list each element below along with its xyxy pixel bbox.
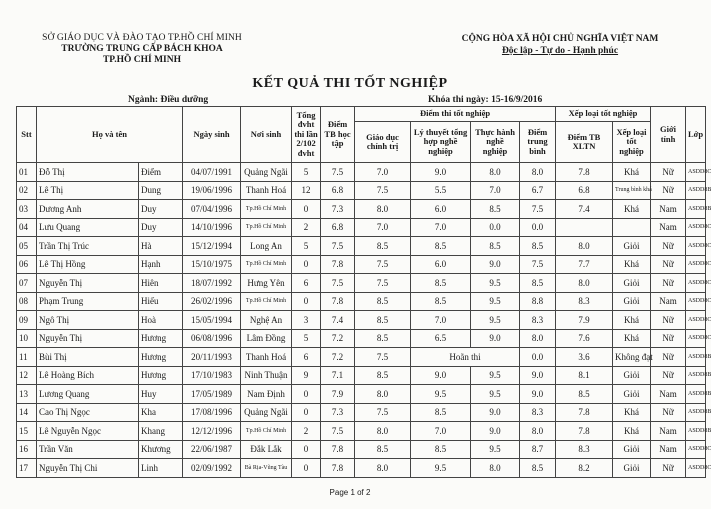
cell-rank: Giỏi [613, 274, 651, 293]
cell-sex: Nữ [651, 274, 686, 293]
col-tb-xltn: Điểm TB XLTN [556, 122, 613, 163]
cell-ho: Dương Anh [37, 200, 139, 219]
table-row [17, 440, 706, 459]
cell-stt: 17 [17, 459, 37, 478]
cell-xltn: 8.0 [556, 274, 613, 293]
cell-pob: Đắk Lắk [241, 440, 292, 459]
cell-gdct: 8.0 [355, 422, 411, 441]
cell-pob: Tp.Hồ Chí Minh [241, 422, 292, 441]
cell-dob: 07/04/1996 [183, 200, 241, 219]
cell-units: 5 [292, 329, 321, 348]
cell-ten: Hương [139, 366, 183, 385]
cell-cls: ASDD8C [686, 292, 706, 311]
cell-xltn: 6.8 [556, 181, 613, 200]
cell-sex: Nam [651, 422, 686, 441]
cell-dtb: 0.0 [520, 348, 556, 367]
cell-dtb: 9.0 [520, 366, 556, 385]
cell-ho: Trần Thị Trúc [37, 237, 139, 256]
cell-rank: Khá [613, 200, 651, 219]
cell-ho: Trần Văn [37, 440, 139, 459]
cell-cls: ASDD8B [686, 422, 706, 441]
cell-pob: Tp.Hồ Chí Minh [241, 255, 292, 274]
cell-gdct: 8.5 [355, 311, 411, 330]
cell-xltn: 3.6 [556, 348, 613, 367]
cell-sex: Nam [651, 385, 686, 404]
cell-avg: 7.2 [321, 329, 355, 348]
cell-gdct: 8.0 [355, 459, 411, 478]
cell-ten: Khang [139, 422, 183, 441]
cell-lt: 8.5 [411, 237, 471, 256]
cell-units: 2 [292, 218, 321, 237]
cell-ten: Hà [139, 237, 183, 256]
cell-units: 9 [292, 366, 321, 385]
cell-cls: ASDD8B [686, 385, 706, 404]
cell-rank: Khá [613, 329, 651, 348]
cell-dtb: 8.0 [520, 163, 556, 182]
cell-dob: 17/05/1989 [183, 385, 241, 404]
cell-avg: 7.8 [321, 292, 355, 311]
cell-units: 5 [292, 163, 321, 182]
cell-ten: Kha [139, 403, 183, 422]
cell-dob: 15/12/1994 [183, 237, 241, 256]
cell-units: 6 [292, 348, 321, 367]
cell-cls: ASDD8B [686, 181, 706, 200]
cell-ten: Hạnh [139, 255, 183, 274]
cell-dtb: 8.5 [520, 459, 556, 478]
nation-motto: Độc lập - Tự do - Hạnh phúc [501, 46, 619, 56]
col-name: Họ và tên [37, 107, 183, 163]
cell-lt: Hoãn thi [411, 348, 520, 367]
cell-th: 8.0 [471, 459, 520, 478]
cell-xltn [556, 218, 613, 237]
cell-lt: 8.5 [411, 292, 471, 311]
department-name: SỞ GIÁO DỤC VÀ ĐÀO TẠO TP.HỒ CHÍ MINH [42, 33, 242, 43]
cell-sex: Nữ [651, 366, 686, 385]
cell-lt: 8.5 [411, 440, 471, 459]
cell-gdct: 7.5 [355, 274, 411, 293]
cell-ten: Duy [139, 200, 183, 219]
cell-avg: 7.8 [321, 440, 355, 459]
cell-dtb: 6.7 [520, 181, 556, 200]
col-pob: Nơi sinh [241, 107, 292, 163]
cell-gdct: 8.5 [355, 440, 411, 459]
cell-lt: 6.0 [411, 255, 471, 274]
cell-stt: 15 [17, 422, 37, 441]
col-units: Tổng đvht thi lần 2/102 đvht [292, 107, 321, 163]
cell-th: 0.0 [471, 218, 520, 237]
cell-dtb: 8.0 [520, 422, 556, 441]
cell-units: 0 [292, 459, 321, 478]
cell-pob: Nghệ An [241, 311, 292, 330]
cell-units: 5 [292, 237, 321, 256]
col-exam-avg: Điểm trung bình [520, 122, 556, 163]
cell-th: 9.0 [471, 255, 520, 274]
table-row [17, 348, 706, 367]
cell-xltn: 7.9 [556, 311, 613, 330]
cell-cls: ASDD8C [686, 218, 706, 237]
cell-th: 9.5 [471, 292, 520, 311]
cell-gdct: 7.5 [355, 348, 411, 367]
cell-units: 3 [292, 311, 321, 330]
cell-gdct: 7.5 [355, 181, 411, 200]
school-city: TP.HỒ CHÍ MINH [102, 55, 182, 65]
cell-lt: 5.5 [411, 181, 471, 200]
table-row [17, 329, 706, 348]
cell-rank: Khá [613, 403, 651, 422]
cell-pob: Quảng Ngãi [241, 403, 292, 422]
page-title: KẾT QUẢ THI TỐT NGHIỆP [252, 76, 448, 91]
cell-xltn: 7.8 [556, 163, 613, 182]
cell-th: 9.0 [471, 329, 520, 348]
cell-sex: Nữ [651, 237, 686, 256]
col-rank-group: Xếp loại tốt nghiệp [556, 107, 651, 122]
cell-rank: Khá [613, 422, 651, 441]
cell-avg: 7.5 [321, 163, 355, 182]
cell-avg: 7.4 [321, 311, 355, 330]
nation-name: CỘNG HÒA XÃ HỘI CHỦ NGHĨA VIỆT NAM [461, 34, 659, 44]
cell-ho: Lưu Quang [37, 218, 139, 237]
cell-ho: Lê Thị [37, 181, 139, 200]
major-label: Ngành: Điều dưỡng [128, 95, 209, 105]
cell-units: 6 [292, 274, 321, 293]
cell-ho: Lê Hoàng Bích [37, 366, 139, 385]
cell-xltn: 7.7 [556, 255, 613, 274]
cell-cls: ASDD8B [686, 366, 706, 385]
cell-lt: 8.5 [411, 403, 471, 422]
cell-units: 0 [292, 200, 321, 219]
table-row [17, 403, 706, 422]
cell-gdct: 7.0 [355, 163, 411, 182]
cell-th: 9.0 [471, 403, 520, 422]
cell-dob: 19/06/1996 [183, 181, 241, 200]
cell-cls: ASDD8C [686, 255, 706, 274]
cell-gdct: 8.5 [355, 292, 411, 311]
cell-ten: Hương [139, 329, 183, 348]
cell-xltn: 8.5 [556, 385, 613, 404]
col-gender: Giới tính [651, 107, 686, 163]
cell-lt: 9.5 [411, 385, 471, 404]
cell-sex: Nữ [651, 329, 686, 348]
cell-stt: 16 [17, 440, 37, 459]
cell-pob: Tp.Hồ Chí Minh [241, 200, 292, 219]
cell-dtb: 7.5 [520, 200, 556, 219]
cell-sex: Nữ [651, 181, 686, 200]
col-theory: Lý thuyết tổng hợp nghề nghiệp [411, 122, 471, 163]
cell-xltn: 7.8 [556, 422, 613, 441]
cell-stt: 09 [17, 311, 37, 330]
cell-ten: Hương [139, 348, 183, 367]
cell-gdct: 8.0 [355, 200, 411, 219]
cell-dtb: 9.0 [520, 385, 556, 404]
cell-units: 0 [292, 385, 321, 404]
cell-gdct: 8.5 [355, 237, 411, 256]
table-row [17, 385, 706, 404]
table-row [17, 163, 706, 182]
cell-dob: 14/10/1996 [183, 218, 241, 237]
cell-stt: 11 [17, 348, 37, 367]
results-table [16, 106, 711, 478]
cell-xltn: 7.4 [556, 200, 613, 219]
cell-dtb: 8.3 [520, 403, 556, 422]
cell-avg: 7.5 [321, 274, 355, 293]
cell-sex: Nam [651, 218, 686, 237]
cell-sex: Nữ [651, 163, 686, 182]
cell-ho: Lương Quang [37, 385, 139, 404]
cell-avg: 7.2 [321, 348, 355, 367]
cell-units: 2 [292, 422, 321, 441]
cell-lt: 9.5 [411, 459, 471, 478]
cell-units: 0 [292, 255, 321, 274]
col-rank: Xếp loại tốt nghiệp [613, 122, 651, 163]
cell-rank: Trung bình khá [613, 181, 651, 200]
cell-xltn: 8.3 [556, 440, 613, 459]
cell-th: 9.5 [471, 366, 520, 385]
cell-gdct: 8.5 [355, 366, 411, 385]
cell-th: 7.0 [471, 181, 520, 200]
cell-rank: Khá [613, 255, 651, 274]
cell-dtb: 8.5 [520, 274, 556, 293]
cell-lt: 9.0 [411, 163, 471, 182]
cell-dob: 20/11/1993 [183, 348, 241, 367]
cell-rank: Giỏi [613, 385, 651, 404]
cell-avg: 7.5 [321, 237, 355, 256]
cell-sex: Nam [651, 440, 686, 459]
cell-stt: 06 [17, 255, 37, 274]
cell-cls: ASDD8B [686, 200, 706, 219]
cell-units: 12 [292, 181, 321, 200]
cell-sex: Nữ [651, 255, 686, 274]
cell-dob: 17/10/1983 [183, 366, 241, 385]
cell-th: 9.5 [471, 274, 520, 293]
cell-avg: 6.8 [321, 181, 355, 200]
cell-stt: 10 [17, 329, 37, 348]
cell-lt: 6.0 [411, 200, 471, 219]
cell-ten: Hiên [139, 274, 183, 293]
cell-lt: 7.0 [411, 311, 471, 330]
cell-xltn: 7.8 [556, 403, 613, 422]
cell-rank: Giỏi [613, 237, 651, 256]
cell-rank: Giỏi [613, 366, 651, 385]
cell-sex: Nữ [651, 348, 686, 367]
col-avg: Điểm TB học tập [321, 107, 355, 163]
cell-dtb: 7.5 [520, 255, 556, 274]
cell-cls: ASDD8C [686, 311, 706, 330]
cell-pob: Thanh Hoá [241, 348, 292, 367]
cell-avg: 7.8 [321, 459, 355, 478]
cell-pob: Nam Định [241, 385, 292, 404]
cell-dtb: 8.5 [520, 237, 556, 256]
school-name: TRƯỜNG TRUNG CẤP BÁCH KHOA [61, 44, 223, 54]
cell-th: 8.5 [471, 200, 520, 219]
cell-dob: 22/06/1987 [183, 440, 241, 459]
cell-cls: ASDD8C [686, 163, 706, 182]
cell-stt: 01 [17, 163, 37, 182]
cell-stt: 07 [17, 274, 37, 293]
cell-ten: Điểm [139, 163, 183, 182]
table-row [17, 366, 706, 385]
cell-avg: 6.8 [321, 218, 355, 237]
cell-dtb: 8.3 [520, 311, 556, 330]
page-footer: Page 1 of 2 [329, 488, 371, 497]
cell-stt: 08 [17, 292, 37, 311]
col-politics: Giáo dục chính trị [355, 122, 411, 163]
cell-pob: Lâm Đồng [241, 329, 292, 348]
cell-stt: 14 [17, 403, 37, 422]
table-row [17, 237, 706, 256]
cell-sex: Nam [651, 292, 686, 311]
cell-pob: Ninh Thuận [241, 366, 292, 385]
cell-avg: 7.3 [321, 403, 355, 422]
cell-lt: 9.0 [411, 366, 471, 385]
cell-ten: Hiếu [139, 292, 183, 311]
table-row [17, 274, 706, 293]
cell-ho: Lê Thị Hồng [37, 255, 139, 274]
exam-date-label: Khóa thi ngày: 15-16/9/2016 [428, 95, 543, 105]
cell-stt: 02 [17, 181, 37, 200]
cell-ten: Linh [139, 459, 183, 478]
cell-stt: 05 [17, 237, 37, 256]
cell-cls: ASDD8C [686, 440, 706, 459]
cell-sex: Nữ [651, 403, 686, 422]
cell-ho: Lê Nguyễn Ngọc [37, 422, 139, 441]
cell-ten: Duy [139, 218, 183, 237]
table-row [17, 459, 706, 478]
cell-stt: 12 [17, 366, 37, 385]
cell-th: 8.5 [471, 237, 520, 256]
cell-avg: 7.1 [321, 366, 355, 385]
cell-avg: 7.5 [321, 422, 355, 441]
cell-ho: Cao Thị Ngọc [37, 403, 139, 422]
cell-cls: ASDD8B [686, 348, 706, 367]
table-row [17, 181, 706, 200]
cell-dob: 18/07/1992 [183, 274, 241, 293]
cell-ten: Dung [139, 181, 183, 200]
cell-pob: Tp.Hồ Chí Minh [241, 218, 292, 237]
cell-ho: Nguyễn Thị [37, 274, 139, 293]
cell-sex: Nam [651, 200, 686, 219]
cell-dob: 17/08/1996 [183, 403, 241, 422]
cell-units: 0 [292, 292, 321, 311]
cell-dob: 15/05/1994 [183, 311, 241, 330]
cell-gdct: 8.0 [355, 385, 411, 404]
cell-dob: 04/07/1991 [183, 163, 241, 182]
cell-th: 9.5 [471, 385, 520, 404]
cell-pob: Long An [241, 237, 292, 256]
cell-rank: Giỏi [613, 292, 651, 311]
cell-rank: Giỏi [613, 440, 651, 459]
table-row [17, 292, 706, 311]
cell-dtb: 0.0 [520, 218, 556, 237]
cell-cls: ASDD8C [686, 459, 706, 478]
cell-cls: ASDD8C [686, 329, 706, 348]
cell-dtb: 8.7 [520, 440, 556, 459]
table-row [17, 255, 706, 274]
cell-stt: 04 [17, 218, 37, 237]
col-dob: Ngày sinh [183, 107, 241, 163]
cell-xltn: 8.3 [556, 292, 613, 311]
cell-gdct: 7.0 [355, 218, 411, 237]
cell-stt: 13 [17, 385, 37, 404]
cell-lt: 8.5 [411, 274, 471, 293]
cell-rank: Không đạt [613, 348, 651, 367]
cell-dob: 12/12/1996 [183, 422, 241, 441]
cell-ho: Nguyễn Thị Chi [37, 459, 139, 478]
cell-units: 0 [292, 440, 321, 459]
cell-dob: 02/09/1992 [183, 459, 241, 478]
cell-gdct: 7.5 [355, 255, 411, 274]
cell-lt: 6.5 [411, 329, 471, 348]
cell-ho: Bùi Thị [37, 348, 139, 367]
cell-avg: 7.3 [321, 200, 355, 219]
cell-gdct: 8.5 [355, 329, 411, 348]
cell-sex: Nữ [651, 459, 686, 478]
cell-rank: Khá [613, 163, 651, 182]
table-row [17, 218, 706, 237]
cell-ten: Huy [139, 385, 183, 404]
cell-cls: ASDD8B [686, 403, 706, 422]
table-row [17, 311, 706, 330]
cell-xltn: 8.0 [556, 237, 613, 256]
cell-units: 0 [292, 403, 321, 422]
cell-dob: 06/08/1996 [183, 329, 241, 348]
cell-ho: Nguyễn Thị [37, 329, 139, 348]
cell-lt: 7.0 [411, 218, 471, 237]
cell-avg: 7.8 [321, 255, 355, 274]
cell-stt: 03 [17, 200, 37, 219]
cell-ho: Đỗ Thị [37, 163, 139, 182]
col-practice: Thực hành nghề nghiệp [471, 122, 520, 163]
cell-xltn: 8.2 [556, 459, 613, 478]
table-row [17, 200, 706, 219]
cell-pob: Bà Rịa-Vũng Tàu [241, 459, 292, 478]
cell-rank: Giỏi [613, 459, 651, 478]
cell-th: 9.0 [471, 422, 520, 441]
cell-pob: Tp.Hồ Chí Minh [241, 292, 292, 311]
cell-dob: 26/02/1996 [183, 292, 241, 311]
cell-th: 8.0 [471, 163, 520, 182]
cell-gdct: 7.5 [355, 403, 411, 422]
cell-ho: Phạm Trung [37, 292, 139, 311]
cell-dtb: 8.8 [520, 292, 556, 311]
table-row [17, 422, 706, 441]
cell-sex: Nữ [651, 311, 686, 330]
cell-cls: ASDD8C [686, 274, 706, 293]
col-exam-group: Điểm thi tốt nghiệp [355, 107, 556, 122]
header-left [22, 33, 262, 66]
cell-ten: Khương [139, 440, 183, 459]
cell-th: 9.5 [471, 311, 520, 330]
cell-rank: Khá [613, 311, 651, 330]
cell-xltn: 8.1 [556, 366, 613, 385]
cell-dob: 15/10/1975 [183, 255, 241, 274]
col-class: Lớp [686, 107, 706, 163]
cell-cls: ASDD8C [686, 237, 706, 256]
cell-ten: Hoà [139, 311, 183, 330]
cell-pob: Thanh Hoá [241, 181, 292, 200]
cell-lt: 7.0 [411, 422, 471, 441]
cell-dtb: 8.0 [520, 329, 556, 348]
cell-xltn: 7.6 [556, 329, 613, 348]
cell-avg: 7.9 [321, 385, 355, 404]
cell-th: 9.5 [471, 440, 520, 459]
cell-ho: Ngô Thị [37, 311, 139, 330]
cell-pob: Quảng Ngãi [241, 163, 292, 182]
cell-pob: Hưng Yên [241, 274, 292, 293]
col-stt: Stt [17, 107, 37, 163]
header-right [430, 33, 690, 57]
cell-rank [613, 218, 651, 237]
